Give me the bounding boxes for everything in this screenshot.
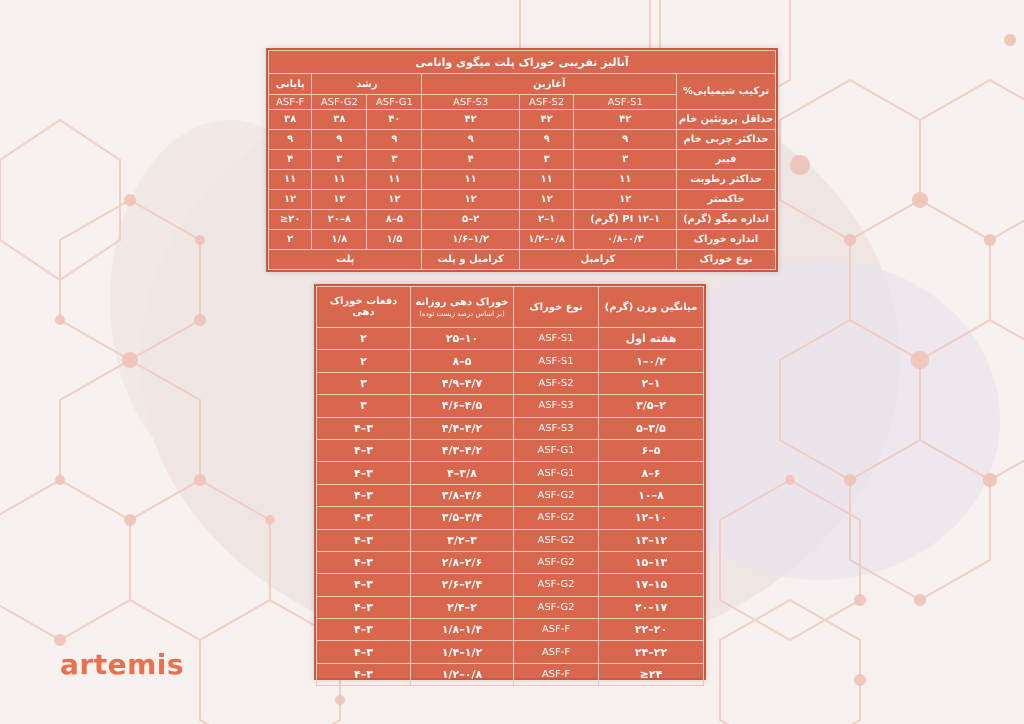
value-cell: ۱۲	[367, 190, 422, 210]
table-row	[317, 641, 704, 663]
frequency-cell: ۳–۴	[317, 663, 411, 685]
frequency-cell: ۳–۴	[317, 551, 411, 573]
feed-code-cell: ASF-S3	[514, 395, 599, 417]
value-cell: ۹	[574, 130, 677, 150]
value-cell: ۲–۵	[422, 210, 519, 230]
daily-feed-cell: ۰/۸–۱/۲	[411, 663, 514, 685]
feed-code-cell: ASF-F	[514, 663, 599, 685]
daily-feed-cell: ۳–۳/۲	[411, 529, 514, 551]
value-cell: ۲	[269, 230, 312, 250]
value-cell: ۳	[367, 150, 422, 170]
value-cell: ۹	[312, 130, 367, 150]
frequency-cell: ۳	[317, 372, 411, 394]
table-row	[269, 210, 776, 230]
feed-code-cell: ASF-G2	[514, 551, 599, 573]
table-row	[317, 529, 704, 551]
value-cell: ۰/۳–۰/۸	[574, 230, 677, 250]
table-row	[317, 417, 704, 439]
proximate-analysis-panel	[266, 48, 778, 272]
weight-cell: ۶–۸	[599, 462, 704, 484]
value-cell: ۳	[312, 150, 367, 170]
value-cell: ۱/۸	[312, 230, 367, 250]
frequency-cell: ۳–۴	[317, 596, 411, 618]
table-row	[317, 574, 704, 596]
value-cell: ۹	[367, 130, 422, 150]
code-header: ASF-S2	[519, 95, 574, 110]
weight-cell: ۵–۶	[599, 439, 704, 461]
row-label: حداقل پروتئین خام	[677, 110, 776, 130]
weight-cell: ۲۲–۲۴	[599, 641, 704, 663]
feed-code-cell: ASF-F	[514, 641, 599, 663]
table-row	[317, 462, 704, 484]
feed-code-cell: ASF-S2	[514, 372, 599, 394]
proximate-analysis-table	[268, 50, 776, 270]
value-cell: ۴۲	[422, 110, 519, 130]
value-cell: ۸–۲۰	[312, 210, 367, 230]
table-row	[269, 190, 776, 210]
table-row	[317, 507, 704, 529]
weight-cell: ۳/۵–۵	[599, 417, 704, 439]
frequency-header: دفعات خوراک دهی	[317, 287, 411, 328]
value-cell: ۳۸	[269, 110, 312, 130]
value-cell: ۱۱	[574, 170, 677, 190]
daily-feed-cell: ۲–۲/۴	[411, 596, 514, 618]
feed-code-cell: ASF-G2	[514, 507, 599, 529]
value-cell: کرامبل	[519, 250, 676, 270]
feed-code-cell: ASF-F	[514, 619, 599, 641]
frequency-cell: ۳–۴	[317, 439, 411, 461]
code-header: ASF-G1	[367, 95, 422, 110]
value-cell: ۱/۵	[367, 230, 422, 250]
frequency-cell: ۳–۴	[317, 574, 411, 596]
daily-feed-cell: ۱/۴–۱/۸	[411, 619, 514, 641]
daily-feed-cell: ۱۰–۲۵	[411, 328, 514, 350]
frequency-cell: ۳–۴	[317, 484, 411, 506]
feed-code-cell: ASF-G1	[514, 439, 599, 461]
feed-code-cell: ASF-G2	[514, 484, 599, 506]
weight-cell: ۱۳–۱۵	[599, 551, 704, 573]
weight-cell: ۰/۲–۱	[599, 350, 704, 372]
value-cell: ۹	[269, 130, 312, 150]
feed-code-cell: ASF-G2	[514, 596, 599, 618]
feed-code-cell: ASF-G2	[514, 529, 599, 551]
value-cell: ۱۱	[519, 170, 574, 190]
value-cell: ۴۲	[519, 110, 574, 130]
value-cell: ۴	[269, 150, 312, 170]
weight-cell: ۲–۳/۵	[599, 395, 704, 417]
frequency-cell: ۲	[317, 350, 411, 372]
frequency-cell: ۳–۴	[317, 417, 411, 439]
feed-type-header: نوع خوراک	[514, 287, 599, 328]
value-cell: ۵–۸	[367, 210, 422, 230]
frequency-cell: ۳–۴	[317, 619, 411, 641]
daily-feed-header-title: خوراک دهی روزانه	[415, 296, 509, 308]
weight-cell: ۸–۱۰	[599, 484, 704, 506]
daily-feed-cell: ۲/۶–۲/۸	[411, 551, 514, 573]
table-row	[317, 350, 704, 372]
daily-feed-cell: ۴/۲–۴/۳	[411, 439, 514, 461]
value-cell: ۴۲	[574, 110, 677, 130]
group-label-grower: رشد	[312, 74, 422, 95]
code-header: ASF-F	[269, 95, 312, 110]
weight-cell: ۲۰–۲۲	[599, 619, 704, 641]
code-header: ASF-S1	[574, 95, 677, 110]
table-row	[317, 484, 704, 506]
code-header: ASF-G2	[312, 95, 367, 110]
daily-feed-cell: ۴/۷–۴/۹	[411, 372, 514, 394]
row-label: حداکثر رطوبت	[677, 170, 776, 190]
value-cell: ۱۲	[269, 190, 312, 210]
row-label: خاکستر	[677, 190, 776, 210]
table-row	[269, 130, 776, 150]
weight-cell: هفته اول	[599, 328, 704, 350]
daily-feed-cell: ۴/۵–۴/۶	[411, 395, 514, 417]
table-row	[317, 663, 704, 685]
value-cell: ۴	[422, 150, 519, 170]
weight-cell: ۱۰–۱۲	[599, 507, 704, 529]
value-cell: ۴۰	[367, 110, 422, 130]
frequency-cell: ۳–۴	[317, 462, 411, 484]
frequency-cell: ۳	[317, 395, 411, 417]
row-label: اندازه میگو (گرم)	[677, 210, 776, 230]
table-row	[269, 230, 776, 250]
value-cell: ۳	[519, 150, 574, 170]
value-cell: ۹	[519, 130, 574, 150]
daily-feed-cell: ۵–۸	[411, 350, 514, 372]
frequency-cell: ۳–۴	[317, 507, 411, 529]
value-cell: ۱۲	[519, 190, 574, 210]
weight-cell: ۱۲–۱۳	[599, 529, 704, 551]
weight-cell: ۱–۲	[599, 372, 704, 394]
feed-code-cell: ASF-S3	[514, 417, 599, 439]
table-row	[317, 551, 704, 573]
value-cell: ۰/۸–۱/۲	[519, 230, 574, 250]
value-cell: ۱۲	[574, 190, 677, 210]
table-row	[269, 150, 776, 170]
artemis-logo	[60, 648, 184, 681]
value-cell: کرامبل و پلت	[422, 250, 519, 270]
value-cell: ۳۸	[312, 110, 367, 130]
frequency-cell: ۲	[317, 328, 411, 350]
weight-cell: ۲۴≤	[599, 663, 704, 685]
feed-code-cell: ASF-G2	[514, 574, 599, 596]
value-cell: ۱۱	[269, 170, 312, 190]
table-row	[317, 328, 704, 350]
table-row	[269, 170, 776, 190]
group-label-finisher: پایانی	[269, 74, 312, 95]
table-row	[269, 250, 776, 270]
value-cell: ۲۰≤	[269, 210, 312, 230]
table-row	[317, 372, 704, 394]
table-title: آنالیز تقریبی خوراک پلت میگوی وانامی	[269, 51, 776, 74]
daily-feed-cell: ۳/۶–۳/۸	[411, 484, 514, 506]
daily-feed-cell: ۱/۲–۱/۴	[411, 641, 514, 663]
row-label: نوع خوراک	[677, 250, 776, 270]
value-cell: ۹	[422, 130, 519, 150]
daily-feed-cell: ۲/۴–۲/۶	[411, 574, 514, 596]
table-row	[317, 395, 704, 417]
feeding-schedule-table	[316, 286, 704, 686]
value-cell: ۱–۲	[519, 210, 574, 230]
feed-code-cell: ASF-G1	[514, 462, 599, 484]
daily-feed-cell: ۳/۴–۳/۵	[411, 507, 514, 529]
value-cell: ۱۱	[367, 170, 422, 190]
feeding-schedule-panel	[314, 284, 706, 680]
row-label: فیبر	[677, 150, 776, 170]
weight-cell: ۱۷–۲۰	[599, 596, 704, 618]
value-cell: PI ۱۲–۱ (گرم)	[574, 210, 677, 230]
weight-header: میانگین وزن (گرم)	[599, 287, 704, 328]
value-cell: ۱۲	[422, 190, 519, 210]
row-header-cell: ترکیب شیمیایی%	[677, 74, 776, 110]
table-row	[317, 439, 704, 461]
daily-feed-header	[411, 287, 514, 328]
table-row	[317, 596, 704, 618]
value-cell: ۱۱	[312, 170, 367, 190]
value-cell: پلت	[269, 250, 422, 270]
table-row	[269, 110, 776, 130]
value-cell: ۳	[574, 150, 677, 170]
frequency-cell: ۳–۴	[317, 641, 411, 663]
logo-text: artemis	[60, 648, 185, 681]
row-label: اندازه خوراک	[677, 230, 776, 250]
daily-feed-cell: ۳/۸–۴	[411, 462, 514, 484]
frequency-cell: ۳–۴	[317, 529, 411, 551]
value-cell: ۱۲	[312, 190, 367, 210]
daily-feed-header-note: (بر اساس درصد زیست توده)	[419, 309, 505, 318]
feed-code-cell: ASF-S1	[514, 328, 599, 350]
table-row	[317, 619, 704, 641]
value-cell: ۱۱	[422, 170, 519, 190]
row-label: حداکثر چربی خام	[677, 130, 776, 150]
weight-cell: ۱۵–۱۷	[599, 574, 704, 596]
value-cell: ۱/۲–۱/۶	[422, 230, 519, 250]
code-header: ASF-S3	[422, 95, 519, 110]
feed-code-cell: ASF-S1	[514, 350, 599, 372]
daily-feed-cell: ۴/۲–۴/۴	[411, 417, 514, 439]
group-label-starter: آغازین	[422, 74, 677, 95]
